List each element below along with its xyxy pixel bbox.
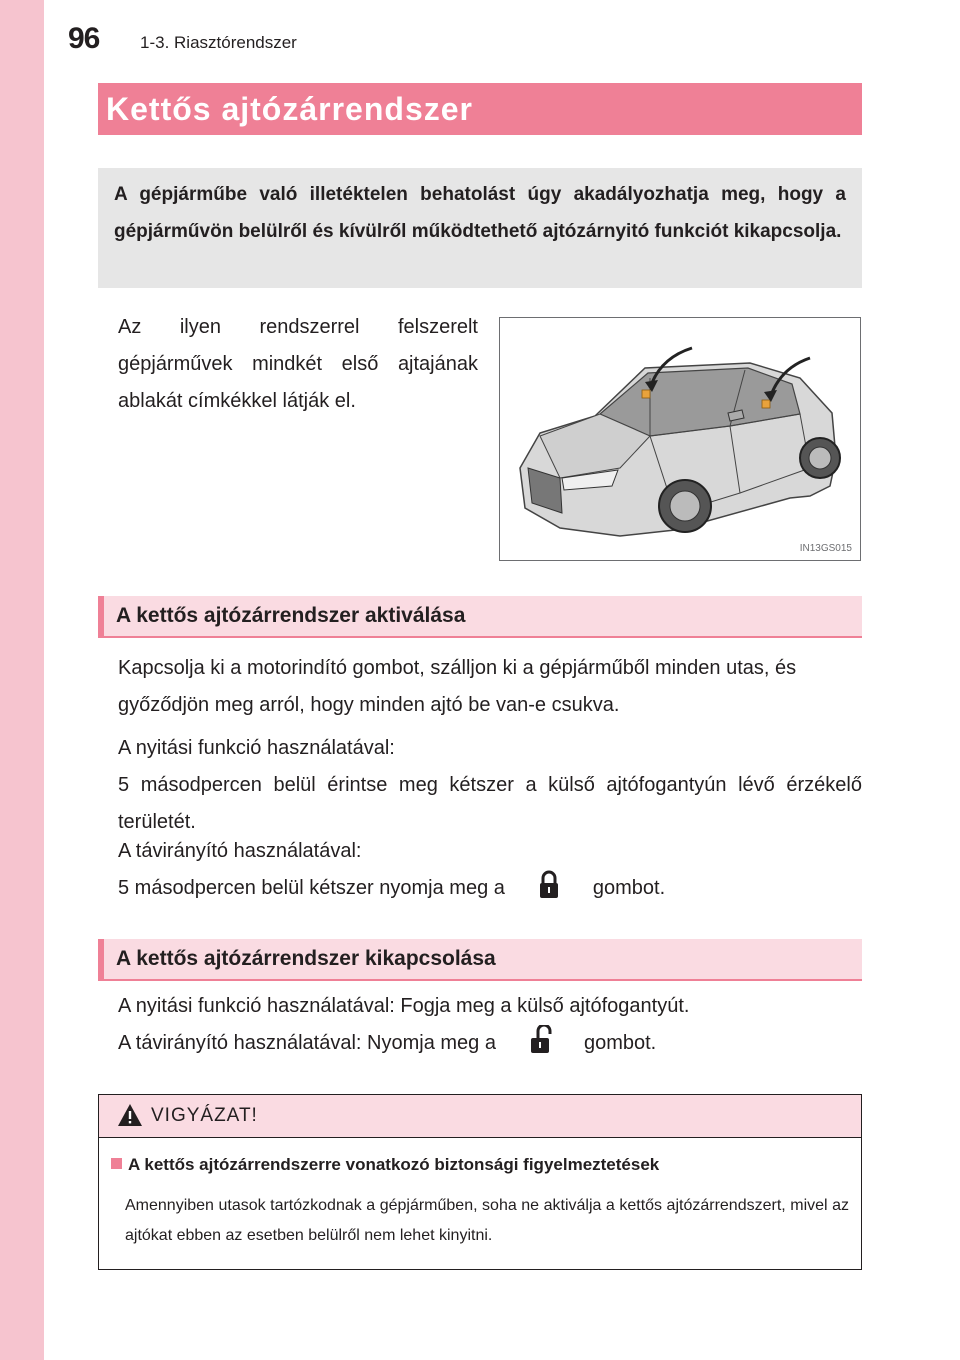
caution-subheading [111, 1155, 659, 1175]
activation-p5-before: 5 másodpercen belül kétszer nyomja meg a [118, 877, 505, 899]
warning-triangle-icon [117, 1103, 143, 1127]
activation-heading: A kettős ajtózárrendszer aktiválása [98, 596, 862, 638]
side-strip [0, 0, 44, 1360]
caution-body: Amennyiben utasok tartózkodnak a gépjárműben, soha ne aktiválja a kettős ajtózárrendszert, mivel az ajtókat ebben az esetben belülről nem lehet kinyitni. [125, 1197, 849, 1244]
deactivation-p2-after: gombot. [583, 1032, 657, 1054]
activation-paragraph-3: 5 másodpercen belül érintse meg kétszer a külső ajtófogantyún lévő érzékelő területét. [118, 774, 862, 833]
car-with-window-labels-illustration [500, 318, 860, 560]
deactivation-paragraph-1: A nyitási funkció használatával: Fogja meg a külső ajtófogantyút. [118, 995, 690, 1017]
chapter-title: 1-3. Riasztórendszer [140, 33, 297, 52]
caution-header [99, 1095, 861, 1138]
deactivation-p2-before: A távirányító használatával: Nyomja meg a [118, 1032, 496, 1054]
deactivation-paragraph-2 [118, 1025, 862, 1062]
activation-paragraph-4: A távirányító használatával: [118, 840, 362, 862]
caution-box [98, 1094, 862, 1270]
caution-subheading-text: A kettős ajtózárrendszerre vonatkozó biztonsági figyelmeztetések [128, 1155, 660, 1174]
bullet-square-icon [111, 1158, 122, 1169]
illustration-code: IN13GS015 [799, 543, 852, 554]
intro-box: A gépjárműbe való illetéktelen behatolást úgy akadályozhatja meg, hogy a gépjárművön belülről és kívülről működtethető ajtózárnyitó funkciót kikapcsolja. [98, 168, 862, 288]
caution-label: VIGYÁZAT! [151, 1105, 258, 1126]
lock-icon [529, 870, 569, 900]
activation-paragraph-1: Kapcsolja ki a motorindító gombot, szálljon ki a gépjárműből minden utas, és győződjön meg arról, hogy minden ajtó be van-e csukva. [118, 657, 797, 716]
labels-paragraph: Az ilyen rendszerrel felszerelt gépjárművek mindkét első ajtajának ablakát címkékkel látják el. [118, 316, 478, 412]
activation-paragraph-5 [118, 870, 862, 907]
unlock-icon [520, 1025, 560, 1055]
deactivation-heading: A kettős ajtózárrendszer kikapcsolása [98, 939, 862, 981]
activation-paragraph-2: A nyitási funkció használatával: [118, 737, 395, 759]
page-number: 96 [68, 22, 100, 55]
activation-p5-after: gombot. [592, 877, 666, 899]
car-illustration [499, 317, 861, 561]
page-title: Kettős ajtózárrendszer [98, 83, 862, 135]
